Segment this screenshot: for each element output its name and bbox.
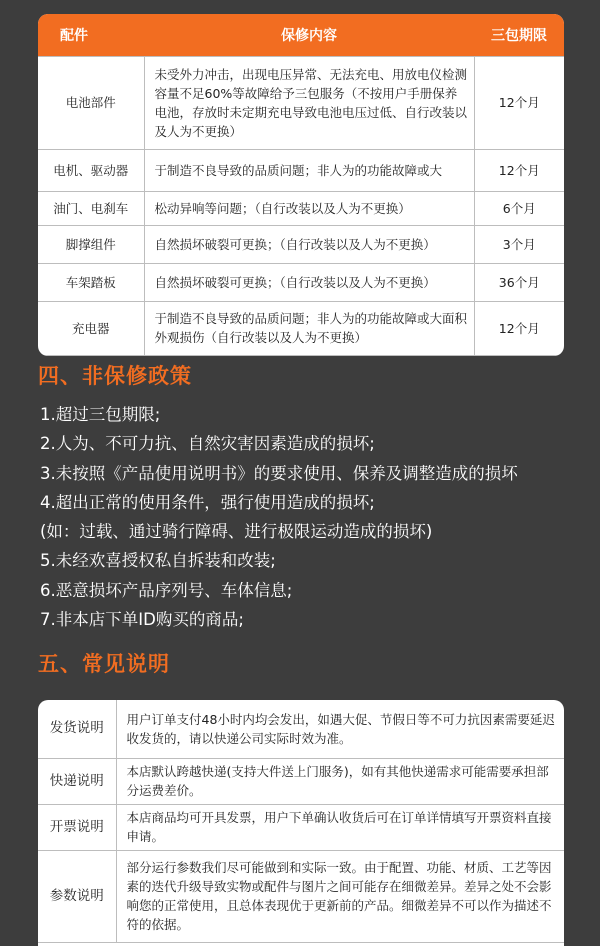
non-warranty-policy-list	[40, 400, 518, 634]
row-part: 油门、电刹车	[38, 191, 144, 225]
row-period: 3个月	[474, 225, 564, 263]
row-content: 松动异响等问题；（自行改装以及人为不更换）	[144, 191, 474, 225]
row-part: 车架踏板	[38, 263, 144, 301]
table-row	[38, 804, 564, 850]
row-period: 12个月	[474, 301, 564, 355]
row-content: 自然损坏破裂可更换；（自行改装以及人为不更换）	[144, 225, 474, 263]
list-item: 3.未按照《产品使用说明书》的要求使用、保养及调整造成的损坏	[40, 463, 518, 483]
list-item: 5.未经欢喜授权私自拆装和改装;	[40, 551, 276, 571]
header-content: 保修内容	[144, 14, 474, 56]
list-item: 4.超出正常的使用条件，强行使用造成的损坏;	[40, 492, 375, 512]
row-part: 电池部件	[38, 56, 144, 149]
row-content: 未受外力冲击，出现电压异常、无法充电、用放电仪检测容量不足60%等故障给予三包服务（不按用户手册保养电池，存放时未定期充电导致电池电压过低、自行改装以及人为不更换）	[144, 56, 474, 149]
notes-table-card	[38, 700, 564, 946]
warranty-table-card	[38, 14, 564, 356]
note-label: 参数说明	[38, 850, 116, 942]
row-content: 于制造不良导致的品质问题；非人为的功能故障或大	[144, 149, 474, 191]
note-label: 开票说明	[38, 804, 116, 850]
note-text: 部分运行参数我们尽可能做到和实际一致。由于配置、功能、材质、工艺等因素的迭代升级导致实物或配件与图片之间可能存在细微差异。差异之处不会影响您的正常使用，且总体表现优于更新前的产品。细微差异不可以作为描述不符的依据。	[116, 850, 564, 942]
list-item: 6.恶意损坏产品序列号、车体信息;	[40, 580, 293, 600]
list-item: 2.人为、不可力抗、自然灾害因素造成的损坏;	[40, 434, 375, 454]
table-row	[38, 850, 564, 942]
warranty-table	[38, 14, 564, 356]
list-item: 1.超过三包期限;	[40, 405, 161, 424]
table-row	[38, 149, 564, 191]
header-part: 配件	[38, 14, 144, 56]
list-item: 7.非本店下单ID购买的商品;	[40, 610, 244, 630]
table-row	[38, 56, 564, 149]
note-text: 用户订单支付48小时内均会发出，如遇大促、节假日等不可力抗因素需要延迟收发货的，请以快递公司实际时效为准。	[116, 700, 564, 758]
header-period: 三包期限	[474, 14, 564, 56]
note-text: 本店商品均可开具发票，用户下单确认收货后可在订单详情填写开票资料直接申请。	[116, 804, 564, 850]
note-label: 发货说明	[38, 700, 116, 758]
row-part: 脚撑组件	[38, 225, 144, 263]
list-item: (如：过载、通过骑行障碍、进行极限运动造成的损坏)	[40, 522, 433, 542]
row-part: 电机、驱动器	[38, 149, 144, 191]
table-row	[38, 191, 564, 225]
table-row	[38, 225, 564, 263]
notes-table	[38, 700, 564, 943]
note-label: 快递说明	[38, 758, 116, 804]
table-row	[38, 301, 564, 355]
row-content: 自然损坏破裂可更换；（自行改装以及人为不更换）	[144, 263, 474, 301]
table-row	[38, 700, 564, 758]
row-period: 12个月	[474, 149, 564, 191]
row-content: 于制造不良导致的品质问题；非人为的功能故障或大面积外观损伤（自行改装以及人为不更换）	[144, 301, 474, 355]
row-period: 12个月	[474, 56, 564, 149]
note-text: 本店默认跨越快递(支持大件送上门服务)，如有其他快递需求可能需要承担部分运费差价。	[116, 758, 564, 804]
row-period: 6个月	[474, 191, 564, 225]
warranty-table-header	[38, 14, 564, 56]
table-row	[38, 758, 564, 804]
row-period: 36个月	[474, 263, 564, 301]
section5-title: 五、常见说明	[38, 652, 170, 676]
row-part: 充电器	[38, 301, 144, 355]
table-row	[38, 263, 564, 301]
section4-title: 四、非保修政策	[38, 364, 192, 388]
